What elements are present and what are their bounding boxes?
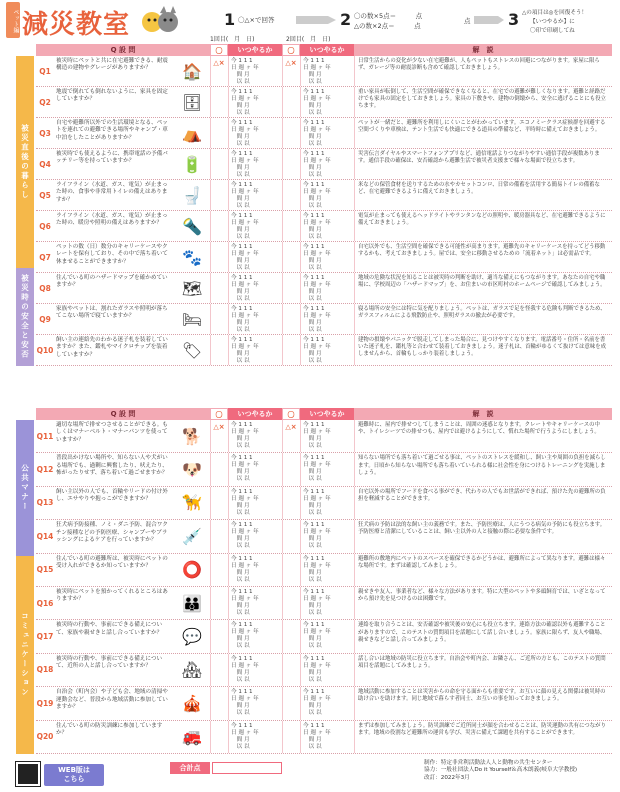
when-options-1[interactable]: 今 1 1 1 日 週 ヶ 年 間 月 以 以 <box>228 118 282 148</box>
question-number: Q1 <box>39 66 51 76</box>
answer-ox-2[interactable] <box>282 687 300 719</box>
when-options-2[interactable]: 今 1 1 1 日 週 ヶ 年 間 月 以 以 <box>300 335 354 365</box>
step3-line3: 〇印で印刷してね <box>530 28 575 34</box>
web-line1: WEB版は <box>58 766 90 774</box>
step2-line2: △の数×2点＝ 点 <box>354 22 421 30</box>
bed-icon: 🛏 <box>181 309 203 329</box>
answer-ox-2[interactable] <box>282 118 300 148</box>
explanation-text: 話し合いは地域の防災に役立ちます。自治会や町内会、お隣さん、ご近所の方とも、このテストの質問項目を話題にしてみましょう。 <box>354 654 612 686</box>
step-arrow-1 <box>296 16 336 24</box>
heater-icon: 🔦 <box>182 216 202 236</box>
when-options-1[interactable]: 今 1 1 1 日 週 ヶ 年 間 月 以 以 <box>228 654 282 686</box>
header-when-4: いつやるか <box>300 408 354 420</box>
tent-icon: ⛺ <box>182 123 202 143</box>
table-row <box>36 687 612 720</box>
answer-ox-2[interactable] <box>282 149 300 179</box>
explanation-text: 地域の危険な状況を知ることは被災時の判断を助け、適当な備えにもつながります。あなたの自宅や職場に、学校周辺の「ハザードマップ」を、お住まいの市区町村のホームページで確認してみましょう。 <box>354 273 612 303</box>
table-row <box>36 520 612 553</box>
answer-ox-1[interactable] <box>210 721 228 753</box>
dog-icon: 🐕 <box>182 426 202 446</box>
answer-ox-2[interactable] <box>282 335 300 365</box>
question-text: 自宅や避難所以外での生活環境となる、ペットを連れての避難できる場所やキャンプ・車中泊をしたことがありますか？ <box>56 120 168 141</box>
question-text: 飼い主以外の人でも、首輪やリードの付け外し、エサやりや抱っこができますか？ <box>56 488 168 503</box>
question-number: Q12 <box>36 465 54 475</box>
answer-ox-2[interactable] <box>282 654 300 686</box>
table-row <box>36 211 612 242</box>
question-text: 普段出かけない場所や、知らない人や犬がいる場所でも、過剰に興奮したり、吠えたり、怖がったりせず、落ち着いて過ごせますか？ <box>56 455 168 477</box>
when-options-2[interactable]: 今 1 1 1 日 週 ヶ 年 間 月 以 以 <box>300 118 354 148</box>
table-row <box>36 620 612 653</box>
step2-number: 2 <box>340 10 352 29</box>
when-options-2[interactable]: 今 1 1 1 日 週 ヶ 年 間 月 以 以 <box>300 180 354 210</box>
table-row <box>36 242 612 273</box>
cage-icon: 🐾 <box>182 247 202 267</box>
question-number: Q18 <box>36 665 54 675</box>
credit-cooperation: 協力：一般社団法人Do it Yourself＆高木朗義(岐阜大学教授) <box>424 767 578 774</box>
answer-ox-1[interactable] <box>210 520 228 552</box>
header-question: Q 設 問 <box>36 44 210 56</box>
explanation-text: ペットが一緒だと、避難所を利用しにくいことがわかっています。エコノミークラス症候群を回避する空間づくりや車検は、テント生活でも快適にできる道具の準備など、平時時に備えておきましょう。 <box>354 118 612 148</box>
table-row <box>36 304 612 335</box>
step3-number: 3 <box>508 10 520 29</box>
band-safety: 被災時の安全と安否 <box>16 268 34 366</box>
answer-ox-2[interactable] <box>282 211 300 241</box>
question-number: Q10 <box>36 345 54 355</box>
explanation-text: 日常生活からの変化が少ない在宅避難が、人もペットもストレスの回避につながります。家屋に限らず、ガレージ等の耐震診断も含めて確認しておきましょう。 <box>354 56 612 86</box>
when-options-2[interactable]: 今 1 1 1 日 週 ヶ 年 間 月 以 以 <box>300 721 354 753</box>
explanation-text: 米などの保管食材を送りするための水やカセットコンロ、日常の備蓄を活用する簡易トイレの備蓄など、在宅避難できるように備えておきましょう。 <box>354 180 612 210</box>
answer-ox-1[interactable] <box>210 56 228 86</box>
question-text: 被災時の行動や、事前にできる備えについて、近所の人と話し合っていますか？ <box>56 655 163 670</box>
when-options-2[interactable]: 今 1 1 1 日 週 ヶ 年 間 月 以 以 <box>300 273 354 303</box>
vet-icon: 💉 <box>182 526 202 546</box>
table-row <box>36 654 612 687</box>
when-options-2[interactable]: 今 1 1 1 日 週 ヶ 年 間 月 以 以 <box>300 520 354 552</box>
table-row <box>36 420 612 453</box>
section-disaster <box>16 36 612 366</box>
when-options-1[interactable]: 今 1 1 1 日 週 ヶ 年 間 月 以 以 <box>228 211 282 241</box>
when-options-1[interactable]: 今 1 1 1 日 週 ヶ 年 間 月 以 以 <box>228 453 282 485</box>
question-text: 飼い主の連絡先のわかる迷子札を装着していますか？また、鑑札やマイクロチップを装着していますか？ <box>56 337 168 358</box>
when-options-2[interactable]: 今 1 1 1 日 週 ヶ 年 間 月 以 以 <box>300 554 354 586</box>
question-text: 自治会（町内会）や子ども会、地域の清掃や運動会など、普段から地域活動に参加していますか？ <box>56 689 168 710</box>
total-score-field[interactable] <box>212 762 282 774</box>
question-text: 狂犬病予防接種、ノミ・ダニ予防、混合ワクチン接種などの予防医療、シャンプーやブラッシングによるケアを行っていますか？ <box>56 522 168 543</box>
web-version-button[interactable] <box>44 764 104 786</box>
question-number: Q14 <box>36 531 54 541</box>
qr-code-icon[interactable] <box>16 762 40 786</box>
cat-dog-mascot-icon <box>140 4 180 38</box>
credit-revision: 改訂：2022年3月 <box>424 774 470 781</box>
round-header-1: 1回目( 月 日) <box>210 36 255 43</box>
when-options-2[interactable]: 今 1 1 1 日 週 ヶ 年 間 月 以 以 <box>300 620 354 652</box>
house-icon: 🏠 <box>182 61 202 81</box>
explanation-text: 避難時に、屋内で排せつしてしまうことは、周囲の迷惑となります。クレートやキャリーケースの中や、トイレシーツでの排せつも、屋内では避けるようにして、慣れた場所で行うようにしましょう。 <box>354 420 612 452</box>
explanation-text: 自宅以外でも、生活空間を確保できる可能性が高まります。避難先のキャリーケースを持ってどう移動するかも、考えておきましょう。屋では、安全に移動させるための「流着ネット」は必需品です。 <box>354 242 612 272</box>
answer-ox-1[interactable] <box>210 587 228 619</box>
answer-ox-1[interactable] <box>210 180 228 210</box>
when-options-1[interactable]: 今 1 1 1 日 週 ヶ 年 間 月 以 以 <box>228 242 282 272</box>
step-arrow-2 <box>474 16 504 24</box>
when-options-2[interactable]: 今 1 1 1 日 週 ヶ 年 間 月 以 以 <box>300 211 354 241</box>
header-when-3: いつやるか <box>228 408 282 420</box>
header-question-2: Q 設 問 <box>36 408 210 420</box>
answer-ox-1[interactable] <box>210 554 228 586</box>
question-text: ペットの数（日）数分のキャリーケースやクレートを保有しており、その中で落ち着いて休ませることができますか？ <box>56 244 168 265</box>
answer-ox-2[interactable] <box>282 420 300 452</box>
answer-ox-2[interactable] <box>282 56 300 86</box>
answer-ox-1[interactable] <box>210 304 228 334</box>
header-when-2: いつやるか <box>300 44 354 56</box>
when-options-1[interactable]: 今 1 1 1 日 週 ヶ 年 間 月 以 以 <box>228 180 282 210</box>
table-row <box>36 273 612 304</box>
web-line2: こちら <box>63 775 85 783</box>
table-row <box>36 87 612 118</box>
answer-ox-1[interactable] <box>210 118 228 148</box>
question-number: Q2 <box>39 97 51 107</box>
table-row <box>36 180 612 211</box>
table-row <box>36 554 612 587</box>
answer-ox-2[interactable] <box>282 587 300 619</box>
when-options-2[interactable]: 今 1 1 1 日 週 ヶ 年 間 月 以 以 <box>300 87 354 117</box>
question-text: 地震で倒れても倒れないように、家具を固定していますか？ <box>56 89 168 103</box>
question-number: Q6 <box>39 221 51 231</box>
question-number: Q19 <box>36 698 54 708</box>
question-number: Q17 <box>36 632 54 642</box>
header-explanation-2: 解 説 <box>354 408 612 420</box>
when-options-2[interactable]: 今 1 1 1 日 週 ヶ 年 間 月 以 以 <box>300 304 354 334</box>
answer-ox-2[interactable] <box>282 520 300 552</box>
explanation-text: 災害伝言ダイヤルやスマートフォンアプリなど、通信電話よりつながりやすい通信手段が複数あります。通信手段の確保は、安否確認から避難生活で被災者支援まで様々な場面で役立ちます。 <box>354 149 612 179</box>
page-title: 減災教室 <box>22 10 131 40</box>
table-row <box>36 56 612 87</box>
answer-ox-1[interactable] <box>210 211 228 241</box>
furniture-icon: 🗄 <box>181 92 203 112</box>
answer-ox-1[interactable] <box>210 273 228 303</box>
when-options-1[interactable]: 今 1 1 1 日 週 ヶ 年 間 月 以 以 <box>228 304 282 334</box>
question-number: Q11 <box>36 431 54 441</box>
header-ox-2: 〇△× <box>282 44 300 56</box>
answer-ox-2[interactable] <box>282 87 300 117</box>
explanation-text: まずは参加してみましょう。防災訓練でご近所同士が顔を合わせることは、防災運動の共有につながります。地域の役割など避難所の運営も学び、災害に備えて課題を共有することができます。 <box>354 721 612 753</box>
answer-ox-2[interactable] <box>282 273 300 303</box>
explanation-text: 連絡を取り合うことは、安否確認や被災後の安心にも役立ちます。連絡方法の確認以外も避難することがありますので、このテストの質問項目を話題にして話し合いましょう。家族に限らず、友人や職場、親せきなどと話し合ってみましょう。 <box>354 620 612 652</box>
answer-ox-1[interactable] <box>210 149 228 179</box>
answer-ox-2[interactable] <box>282 620 300 652</box>
section-public <box>16 408 612 754</box>
question-text: 適切な場所で排せつさせることができる。もしくはマナーベルト・マナーパンツを使っていますか？ <box>56 422 168 443</box>
when-options-1[interactable]: 今 1 1 1 日 週 ヶ 年 間 月 以 以 <box>228 721 282 753</box>
explanation-text: 地域活動に参加することは災害からの命を守る面からも重要です。お互いに顔の見える関係は被災時の助け合いを助けます。同じ地域で暮らす者同士、お互いの事を知っておきましょう。 <box>354 687 612 719</box>
answer-ox-2[interactable] <box>282 721 300 753</box>
explanation-text: 避難所の敷地内にペットのスペースを確保できるかどうかは、避難所によって異なります。避難は様々な場所です。まずは確認してみましょう。 <box>354 554 612 586</box>
header-when-1: いつやるか <box>228 44 282 56</box>
dog-friends-icon: 🐶 <box>182 460 202 480</box>
header-explanation: 解 説 <box>354 44 612 56</box>
header-ox-4: 〇△× <box>282 408 300 420</box>
question-text: ライフライン（水道、ガス、電気）が止まった時の、暖房や照明の備えはありますか？ <box>56 213 168 227</box>
question-text: 被災時にペットを預かってくれるところはありますか？ <box>56 589 168 603</box>
answer-ox-1[interactable] <box>210 620 228 652</box>
when-options-2[interactable]: 今 1 1 1 日 週 ヶ 年 間 月 以 以 <box>300 487 354 519</box>
answer-ox-1[interactable] <box>210 335 228 365</box>
table-row <box>36 335 612 366</box>
when-options-1[interactable]: 今 1 1 1 日 週 ヶ 年 間 月 以 以 <box>228 587 282 619</box>
when-options-2[interactable]: 今 1 1 1 日 週 ヶ 年 間 月 以 以 <box>300 149 354 179</box>
step1-number: 1 <box>224 10 236 29</box>
header-ox-1: 〇△× <box>210 44 228 56</box>
question-text: ライフライン（水道、ガス、電気）が止まった時の、食事や非常用トイレの備えはありますか？ <box>56 182 168 203</box>
table-row <box>36 453 612 486</box>
question-number: Q4 <box>39 159 51 169</box>
answer-ox-2[interactable] <box>282 453 300 485</box>
table-row <box>36 118 612 149</box>
table-row <box>36 487 612 520</box>
answer-ox-2[interactable] <box>282 180 300 210</box>
when-options-1[interactable]: 今 1 1 1 日 週 ヶ 年 間 月 以 以 <box>228 87 282 117</box>
table-row <box>36 721 612 754</box>
ok-icon: ⭕ <box>182 560 202 580</box>
question-number: Q15 <box>36 565 54 575</box>
answer-ox-1[interactable] <box>210 654 228 686</box>
answer-ox-2[interactable] <box>282 304 300 334</box>
answer-ox-2[interactable] <box>282 554 300 586</box>
answer-ox-2[interactable] <box>282 487 300 519</box>
explanation-text: 寝る場所の安全には特に気を配りましょう。ペットは、ガラスで足を怪我する危険も判断できるため、ガラスフィルムによる飛散防止や、照明ガラスの撤去が必要です。 <box>354 304 612 334</box>
step2-total: 点 <box>464 17 471 25</box>
question-number: Q16 <box>36 598 54 608</box>
question-number: Q7 <box>39 252 51 262</box>
when-options-1[interactable]: 今 1 1 1 日 週 ヶ 年 間 月 以 以 <box>228 56 282 86</box>
question-text: 被災時の行動や、事前にできる備えについて、家族や親せきと話し合っていますか？ <box>56 622 163 636</box>
talk-icon: 💬 <box>182 627 202 647</box>
battery-icon: 🔋 <box>182 154 202 174</box>
tag-icon: 🏷 <box>181 340 203 360</box>
explanation-text: 狂犬病の予防は法的な飼い主の義務です。また、予防医療は、人にうつる病気の予防にも役立ちます。予防医療と清潔にしていることは、飼い主以外の人と接触の際に必要な条件です。 <box>354 520 612 552</box>
when-options-1[interactable]: 今 1 1 1 日 週 ヶ 年 間 月 以 以 <box>228 487 282 519</box>
answer-ox-1[interactable] <box>210 420 228 452</box>
question-number: Q8 <box>39 283 51 293</box>
when-options-1[interactable]: 今 1 1 1 日 週 ヶ 年 間 月 以 以 <box>228 335 282 365</box>
when-options-2[interactable]: 今 1 1 1 日 週 ヶ 年 間 月 以 以 <box>300 654 354 686</box>
credits <box>424 760 614 782</box>
question-number: Q20 <box>36 732 54 742</box>
when-options-2[interactable]: 今 1 1 1 日 週 ヶ 年 間 月 以 以 <box>300 687 354 719</box>
answer-ox-1[interactable] <box>210 487 228 519</box>
step1-text: 〇△×で回答 <box>238 16 275 24</box>
question-number: Q13 <box>36 498 54 508</box>
family-icon: 👪 <box>182 593 202 613</box>
answer-ox-1[interactable] <box>210 87 228 117</box>
explanation-text: 知らない場所でも落ち着いて過ごせる事は、ペットのストレスを緩和し、飼い主や周囲の負担を減らします。日頃から知らない場所でも落ち着いていられる様に社会性を身につけるトレーニングを実施しましょう。 <box>354 453 612 485</box>
when-options-1[interactable]: 今 1 1 1 日 週 ヶ 年 間 月 以 以 <box>228 620 282 652</box>
band-disaster-life: 被災直後の暮らし <box>16 56 34 268</box>
drill-icon: 🚒 <box>182 727 202 747</box>
explanation-text: 親せきや友人、事業者など、様々な方法があります。特に大型のペットや多頭飼育では、いざとなってから預け先を見つけるのは困難です。 <box>354 587 612 619</box>
explanation-text: 重い家具が転倒して、生活空間が確保できなくなると、在宅での避難が難しくなります。避難と経路だけでも家具の固定をしておきましょう。家具の下敷きや、建物の倒壊から、安全に逃げることにも役立ちます。 <box>354 87 612 117</box>
when-options-1[interactable]: 今 1 1 1 日 週 ヶ 年 間 月 以 以 <box>228 687 282 719</box>
page-footer <box>16 758 612 790</box>
when-options-2[interactable]: 今 1 1 1 日 週 ヶ 年 間 月 以 以 <box>300 453 354 485</box>
leash-icon: 🦮 <box>182 493 202 513</box>
when-options-1[interactable]: 今 1 1 1 日 週 ヶ 年 間 月 以 以 <box>228 420 282 452</box>
step3-line2: 【いつやるか】に <box>530 19 575 25</box>
when-options-2[interactable]: 今 1 1 1 日 週 ヶ 年 間 月 以 以 <box>300 56 354 86</box>
credit-producer: 制作：特定非営利活動法人人と動物の共生センター <box>424 760 553 766</box>
question-text: 住んでいる町の避難所は、被災時にペットの受け入れができるか知っていますか？ <box>56 555 168 569</box>
map-icon: 🗺 <box>181 278 203 298</box>
neighbors-icon: 🏘 <box>181 660 203 680</box>
edition-tag: ペット編 <box>6 2 20 38</box>
question-text: 住んでいる町のハザードマップを確かめていますか？ <box>56 275 168 289</box>
when-options-1[interactable]: 今 1 1 1 日 週 ヶ 年 間 月 以 以 <box>228 149 282 179</box>
when-options-2[interactable]: 今 1 1 1 日 週 ヶ 年 間 月 以 以 <box>300 587 354 619</box>
toilet-icon: 🚽 <box>182 185 202 205</box>
community-icon: 🎪 <box>182 693 202 713</box>
round-header-2: 2回目( 月 日) <box>286 36 331 43</box>
question-number: Q9 <box>39 314 51 324</box>
question-text: 被災時にペットと共に在宅避難できる、耐震構造の建物やグレージがありますか？ <box>56 58 168 72</box>
explanation-text: 電気が止まっても使えるヘッドライトやランタンなどの照明や、暖房器具など、在宅避難できるように備えておきましょう。 <box>354 211 612 241</box>
answer-ox-1[interactable] <box>210 453 228 485</box>
when-options-1[interactable]: 今 1 1 1 日 週 ヶ 年 間 月 以 以 <box>228 554 282 586</box>
band-communication: コミュニケーション <box>16 556 34 754</box>
when-options-2[interactable]: 今 1 1 1 日 週 ヶ 年 間 月 以 以 <box>300 420 354 452</box>
explanation-text: 自宅以外の場所でフードを食べる事ができ、代わりの人でもお世話ができれば、預けた先の避難所の負担を軽減することができます。 <box>354 487 612 519</box>
answer-ox-1[interactable] <box>210 242 228 272</box>
when-options-2[interactable]: 今 1 1 1 日 週 ヶ 年 間 月 以 以 <box>300 242 354 272</box>
answer-ox-1[interactable] <box>210 687 228 719</box>
step2-line1: 〇の数×5点＝ 点 <box>354 12 423 20</box>
question-number: Q3 <box>39 128 51 138</box>
table-row <box>36 587 612 620</box>
when-options-1[interactable]: 今 1 1 1 日 週 ヶ 年 間 月 以 以 <box>228 273 282 303</box>
when-options-1[interactable]: 今 1 1 1 日 週 ヶ 年 間 月 以 以 <box>228 520 282 552</box>
question-number: Q5 <box>39 190 51 200</box>
band-public-manners: 公共マナー <box>16 420 34 556</box>
answer-ox-2[interactable] <box>282 242 300 272</box>
question-text: 家族やペットは、割れたガラスや照明が落ちてこない場所で寝ていますか？ <box>56 306 168 320</box>
question-text: 住んでいる町の防災訓練に参加していますか？ <box>56 722 163 736</box>
header-ox-3: 〇△× <box>210 408 228 420</box>
question-text: 被災時でも使えるように、携帯電話の予備バッテリー等を持っていますか？ <box>56 151 168 165</box>
total-label: 合計点 <box>170 762 210 774</box>
explanation-text: 建物の損壊やパニックで脱走してしまった場合に、見つけやすくなります。電話番号・住所・名前を書いた迷子札を、鑑札等と合わせて装着しておきましょう。迷子札は、首輪がゆるくて抜けては意味を成しませんから、首輪もしっかり装着しましょう。 <box>354 335 612 365</box>
step3-line1: △の項目は◎を回復そう！ <box>522 10 588 16</box>
table-row <box>36 149 612 180</box>
